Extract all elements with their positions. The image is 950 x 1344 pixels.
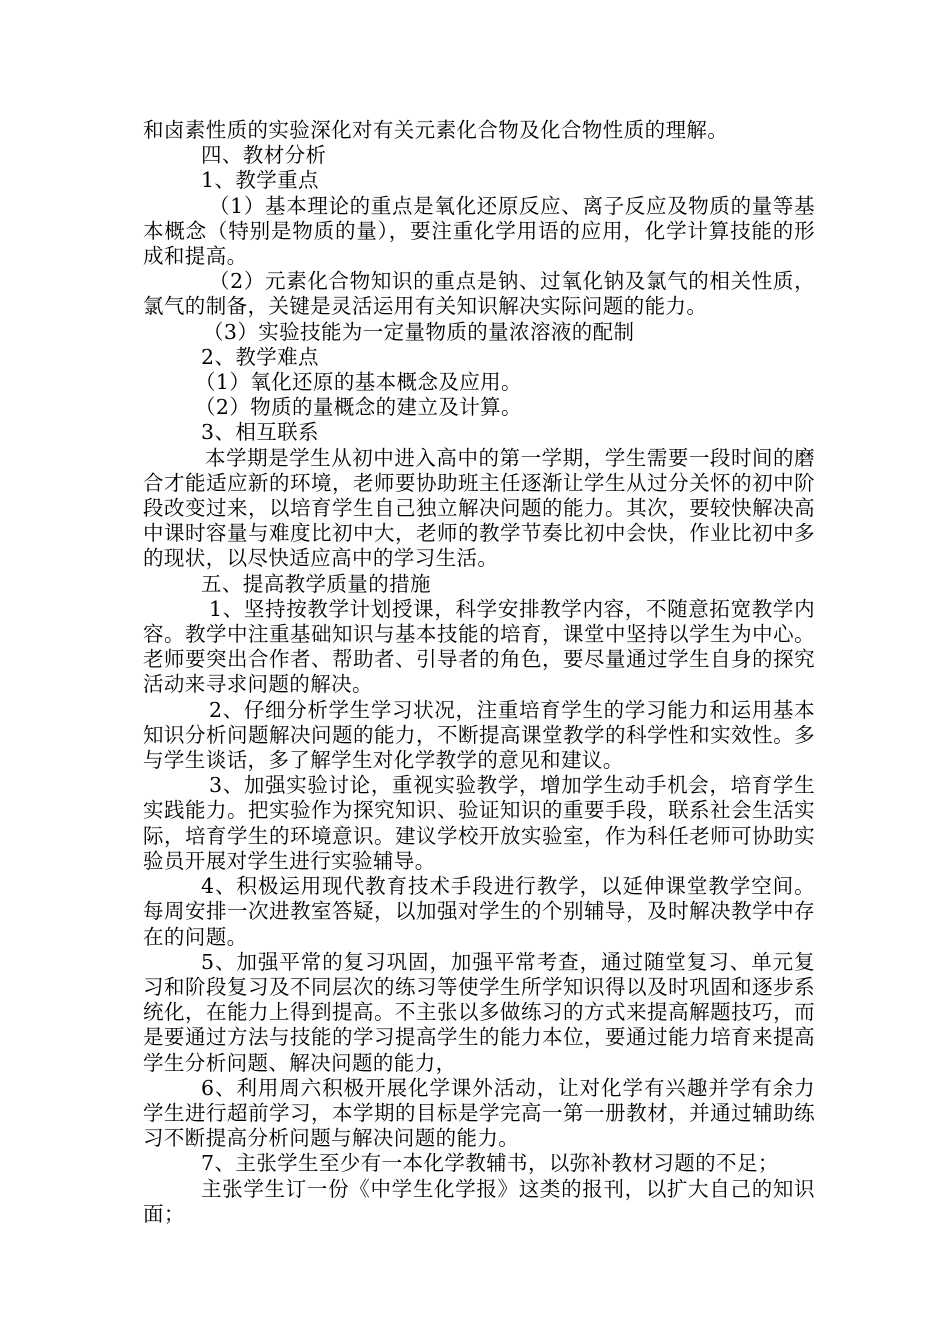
paragraph-difficulty-1: （1）氧化还原的基本概念及应用。 bbox=[195, 370, 522, 395]
heading-teaching-focus: 1、教学重点 bbox=[201, 168, 319, 193]
heading-teaching-difficulty: 2、教学难点 bbox=[201, 344, 319, 369]
paragraph-measure-4: 4、积极运用现代教育技术手段进行教学，以延伸课堂教学空间。每周安排一次进教室答疑，以加强对学生的个别辅导，及时解决教学中存在的问题。 bbox=[143, 874, 815, 949]
paragraph-measure-7-continued: 主张学生订一份《中学生化学报》这类的报刊，以扩大自己的知识面； bbox=[143, 1176, 815, 1226]
paragraph-measure-1: 1、坚持按教学计划授课，科学安排教学内容，不随意拓宽教学内容。教学中注重基础知识与基本技能的培育，课堂中坚持以学生为中心。老师要突出合作者、帮助者、引导者的角色，要尽量通过学生自身的探究活动来寻求问题的解决。 bbox=[143, 596, 815, 697]
document-body bbox=[143, 118, 815, 1227]
paragraph-focus-1: （1）基本理论的重点是氧化还原反应、离子反应及物质的量等基本概念（特别是物质的量），要注重化学用语的应用，化学计算技能的形成和提高。 bbox=[143, 193, 815, 269]
heading-section-5: 五、提高教学质量的措施 bbox=[201, 571, 431, 596]
paragraph-measure-3: 3、加强实验讨论，重视实验教学，增加学生动手机会，培育学生实践能力。把实验作为探究知识、验证知识的重要手段，联系社会生活实际，培育学生的环境意识。建议学校开放实验室，作为科任老师可协助实验员开展对学生进行实验辅导。 bbox=[143, 773, 815, 873]
paragraph-measure-7: 7、主张学生至少有一本化学教辅书，以弥补教材习题的不足； bbox=[201, 1151, 779, 1176]
paragraph-measure-5: 5、加强平常的复习巩固，加强平常考查，通过随堂复习、单元复习和阶段复习及不同层次的练习等使学生所学知识得以及时巩固和逐步系统化，在能力上得到提高。不主张以多做练习的方式来提高解题技巧，而是要通过方法与技能的学习提高学生的能力本位，要通过能力培育来提高学生分析问题、解决问题的能力， bbox=[143, 949, 815, 1075]
paragraph-difficulty-2: （2）物质的量概念的建立及计算。 bbox=[195, 395, 522, 420]
heading-mutual-connection: 3、相互联系 bbox=[201, 420, 319, 445]
paragraph-measure-6: 6、利用周六积极开展化学课外活动，让对化学有兴趣并学有余力学生进行超前学习，本学期的目标是学完高一第一册教材，并通过辅助练习不断提高分析问题与解决问题的能力。 bbox=[143, 1075, 815, 1151]
paragraph-focus-3: （3）实验技能为一定量物质的量浓溶液的配制 bbox=[203, 319, 635, 344]
paragraph-measure-2: 2、仔细分析学生学习状况，注重培育学生的学习能力和运用基本知识分析问题解决问题的能力，不断提高课堂教学的科学性和实效性。多与学生谈话，多了解学生对化学教学的意见和建议。 bbox=[143, 697, 815, 773]
paragraph-intro-continued: 和卤素性质的实验深化对有关元素化合物及化合物性质的理解。 bbox=[143, 118, 729, 142]
paragraph-focus-2: （2）元素化合物知识的重点是钠、过氧化钠及氯气的相关性质，氯气的制备，关键是灵活运用有关知识解决实际问题的能力。 bbox=[143, 269, 815, 319]
paragraph-connection: 本学期是学生从初中进入高中的第一学期，学生需要一段时间的磨合才能适应新的环境，老师要协助班主任逐渐让学生从过分关怀的初中阶段改变过来，以培育学生自己独立解决问题的能力。其次，要较快解决高中课时容量与难度比初中大，老师的教学节奏比初中会快，作业比初中多的现状，以尽快适应高中的学习生活。 bbox=[143, 445, 815, 571]
heading-section-4: 四、教材分析 bbox=[201, 143, 327, 168]
